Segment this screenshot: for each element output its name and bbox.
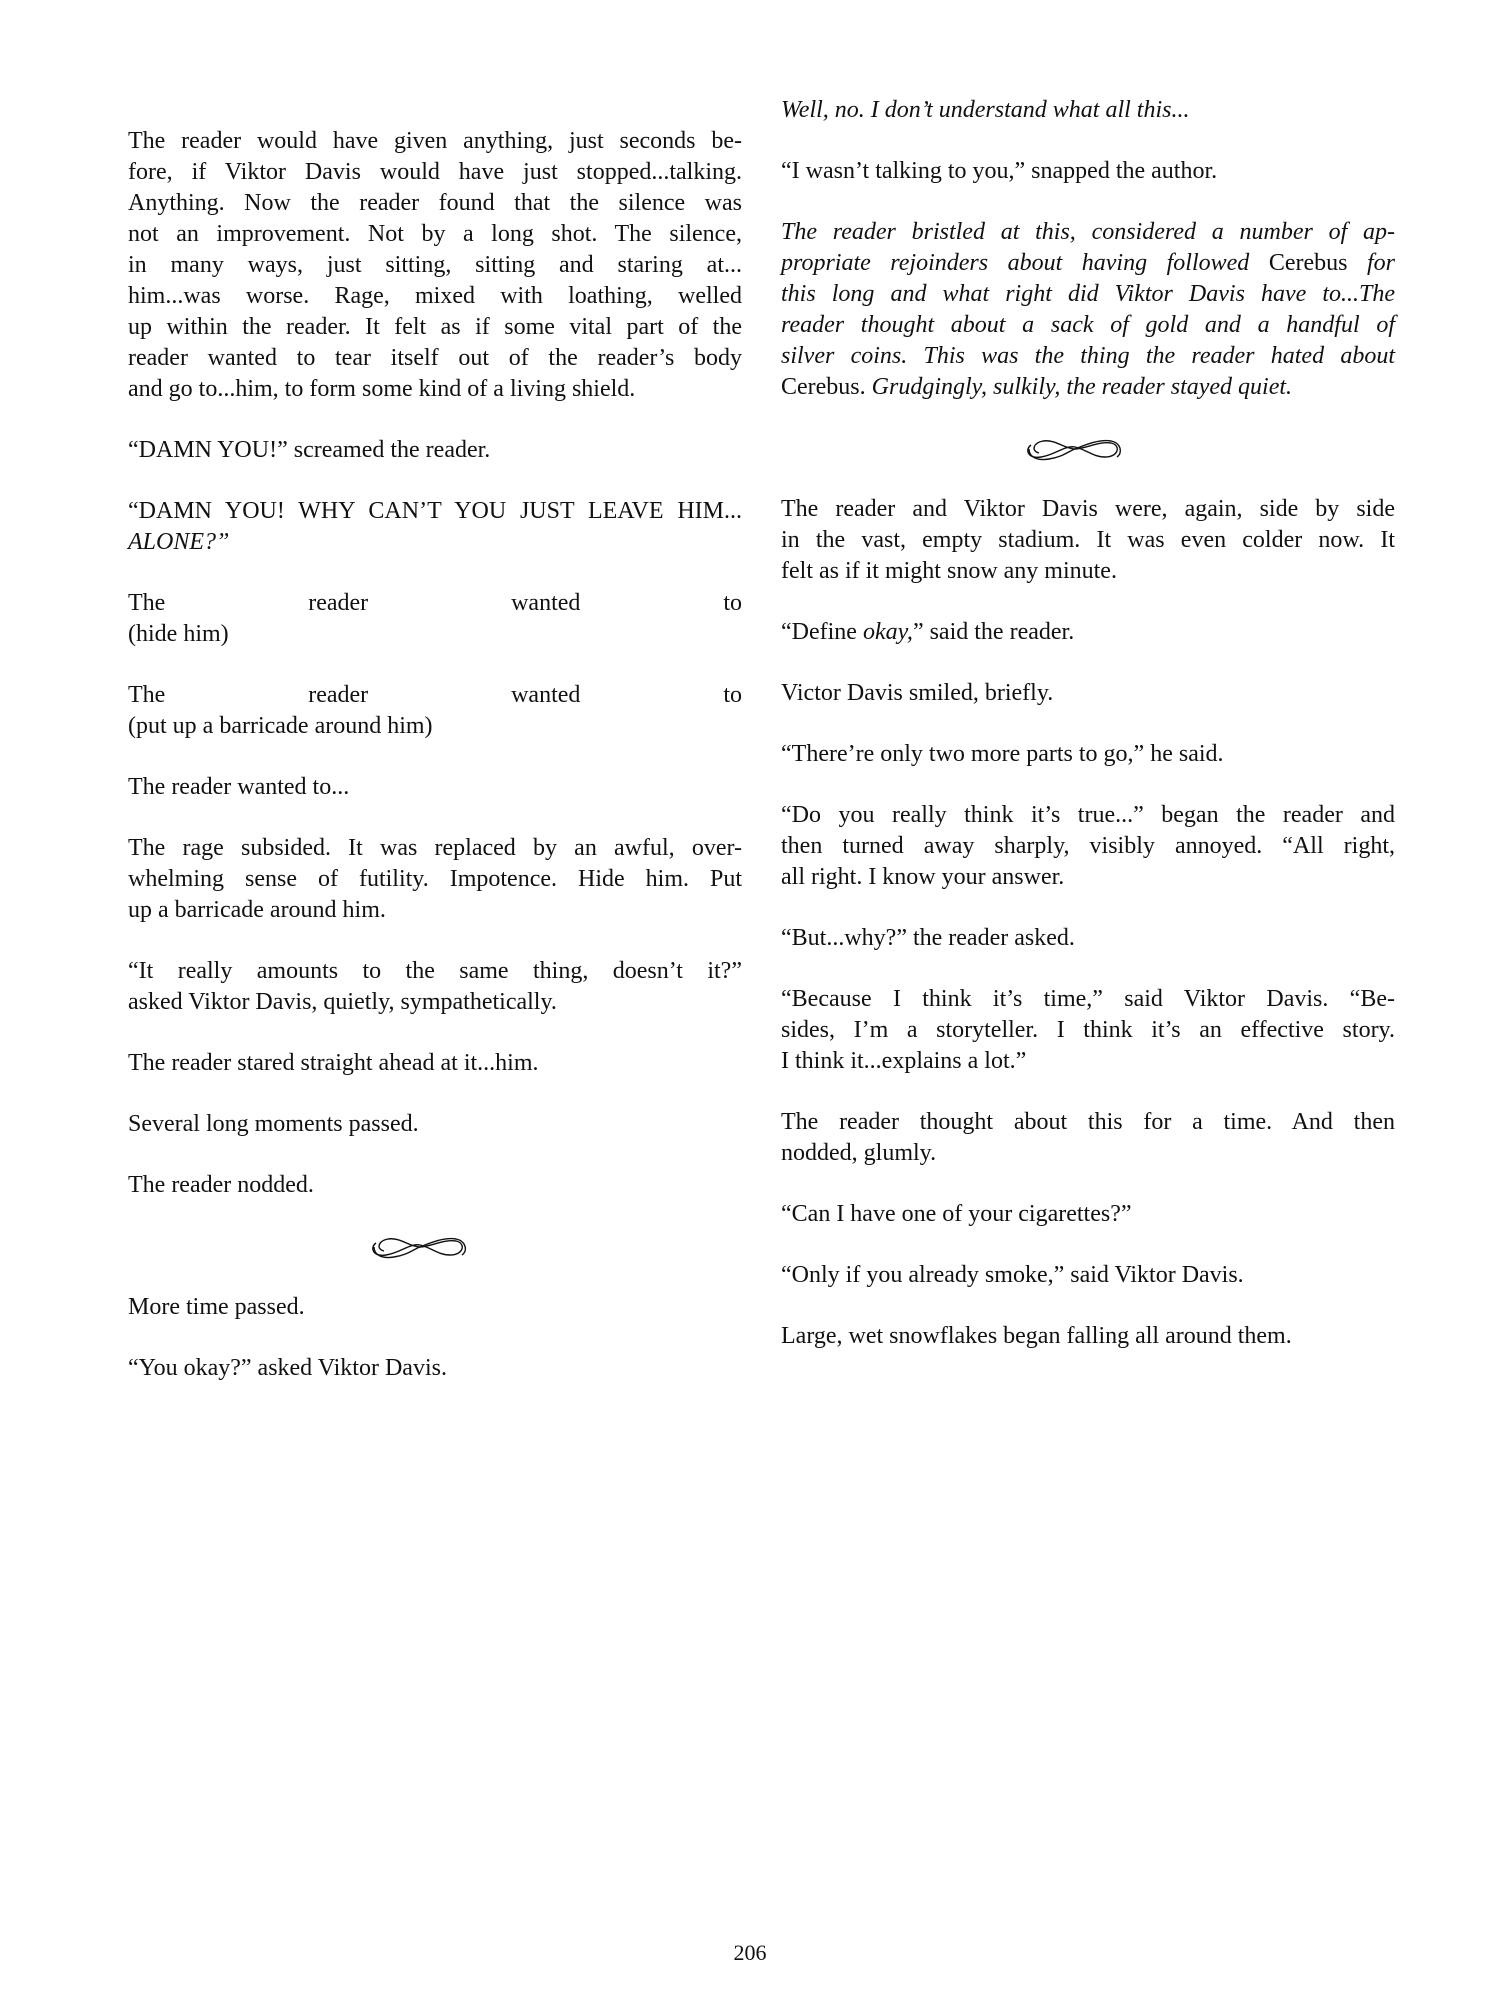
text-line: The reader and Viktor Davis were, again, side by side bbox=[781, 496, 1395, 522]
text-line: Large, wet snowflakes began falling all around them. bbox=[781, 1323, 1292, 1349]
text-line: The reader wanted to bbox=[128, 590, 742, 616]
text-line: “It really amounts to the same thing, doesn’t it?” bbox=[128, 958, 742, 984]
paragraph bbox=[128, 496, 742, 558]
text-line: “Can I have one of your cigarettes?” bbox=[781, 1201, 1132, 1227]
paragraph bbox=[781, 739, 1395, 770]
text-line: asked Viktor Davis, quietly, sympathetically. bbox=[128, 989, 557, 1015]
roman-text: Cerebus bbox=[1268, 250, 1348, 276]
italic-text: Grudgingly, sulkily, the reader stayed quiet. bbox=[871, 374, 1293, 400]
paragraph bbox=[128, 1292, 742, 1323]
text-line: up a barricade around him. bbox=[128, 897, 386, 923]
paragraph bbox=[781, 217, 1395, 403]
text-line: “DAMN YOU! WHY CAN’T YOU JUST LEAVE HIM... bbox=[128, 498, 742, 524]
italic-text: propriate rejoinders about having followed bbox=[781, 250, 1269, 276]
text-line: nodded, glumly. bbox=[781, 1140, 937, 1166]
paragraph bbox=[781, 1260, 1395, 1291]
paragraph bbox=[781, 678, 1395, 709]
paragraph bbox=[781, 1199, 1395, 1230]
paragraph bbox=[128, 126, 742, 405]
text-line: all right. I know your answer. bbox=[781, 864, 1065, 890]
roman-text: ” said the reader. bbox=[912, 619, 1075, 645]
paragraph bbox=[128, 680, 742, 742]
left-column bbox=[128, 126, 742, 1414]
text-line: sides, I’m a storyteller. I think it’s an effective story. bbox=[781, 1017, 1395, 1043]
text-line: then turned away sharply, visibly annoyed. “All right, bbox=[781, 833, 1395, 859]
roman-text: “Define bbox=[781, 619, 863, 645]
roman-text: Cerebus. bbox=[781, 374, 872, 400]
text-line: “You okay?” asked Viktor Davis. bbox=[128, 1355, 447, 1381]
paragraph bbox=[781, 95, 1395, 126]
text-line: up within the reader. It felt as if some vital part of the bbox=[128, 314, 742, 340]
text-line bbox=[781, 372, 1395, 403]
text-line: The reader wanted to bbox=[128, 682, 742, 708]
ornament-divider-icon bbox=[781, 433, 1395, 464]
paragraph bbox=[128, 1109, 742, 1140]
text-line: Victor Davis smiled, briefly. bbox=[781, 680, 1054, 706]
text-line: not an improvement. Not by a long shot. The silence, bbox=[128, 221, 742, 247]
paragraph bbox=[781, 156, 1395, 187]
text-line: in many ways, just sitting, sitting and staring at... bbox=[128, 252, 742, 278]
text-line: “Because I think it’s time,” said Viktor Davis. “Be- bbox=[781, 986, 1395, 1012]
italic-text: reader thought about a sack of gold and a handful of bbox=[781, 312, 1395, 338]
italic-text: okay, bbox=[862, 619, 913, 645]
text-line: (put up a barricade around him) bbox=[128, 713, 433, 739]
text-line: “There’re only two more parts to go,” he said. bbox=[781, 741, 1224, 767]
text-line: The reader stared straight ahead at it...him. bbox=[128, 1050, 539, 1076]
text-line bbox=[781, 95, 1395, 126]
text-line: felt as if it might snow any minute. bbox=[781, 558, 1117, 584]
text-line: I think it...explains a lot.” bbox=[781, 1048, 1027, 1074]
paragraph bbox=[128, 1353, 742, 1384]
text-line: “Do you really think it’s true...” began the reader and bbox=[781, 802, 1395, 828]
text-line: reader wanted to tear itself out of the reader’s body bbox=[128, 345, 742, 371]
paragraph bbox=[781, 1107, 1395, 1169]
text-line bbox=[781, 341, 1395, 372]
text-line: The reader thought about this for a time. And then bbox=[781, 1109, 1395, 1135]
text-line bbox=[781, 310, 1395, 341]
text-line bbox=[781, 248, 1395, 279]
text-line: Several long moments passed. bbox=[128, 1111, 419, 1137]
italic-text: this long and what right did Viktor Davis have to...The bbox=[781, 281, 1395, 307]
text-line: whelming sense of futility. Impotence. Hide him. Put bbox=[128, 866, 742, 892]
paragraph bbox=[781, 617, 1395, 648]
text-line: fore, if Viktor Davis would have just stopped...talking. bbox=[128, 159, 742, 185]
paragraph bbox=[128, 772, 742, 803]
paragraph bbox=[128, 833, 742, 926]
paragraph bbox=[128, 1170, 742, 1201]
text-line: (hide him) bbox=[128, 621, 229, 647]
page-number: 206 bbox=[733, 1940, 767, 1965]
paragraph bbox=[128, 956, 742, 1018]
text-line: The reader wanted to... bbox=[128, 774, 350, 800]
italic-text: ALONE?” bbox=[128, 529, 230, 555]
paragraph bbox=[781, 494, 1395, 587]
paragraph bbox=[781, 800, 1395, 893]
paragraph bbox=[128, 1048, 742, 1079]
right-column bbox=[781, 95, 1395, 1382]
text-line: him...was worse. Rage, mixed with loathing, welled bbox=[128, 283, 742, 309]
text-line bbox=[128, 527, 742, 558]
text-line: “DAMN YOU!” screamed the reader. bbox=[128, 437, 491, 463]
text-line: The reader would have given anything, just seconds be- bbox=[128, 128, 742, 154]
text-line: “Only if you already smoke,” said Viktor Davis. bbox=[781, 1262, 1244, 1288]
text-line bbox=[781, 617, 1395, 648]
text-line: The rage subsided. It was replaced by an awful, over- bbox=[128, 835, 742, 861]
paragraph bbox=[781, 984, 1395, 1077]
text-line: Anything. Now the reader found that the silence was bbox=[128, 190, 742, 216]
text-line: “But...why?” the reader asked. bbox=[781, 925, 1075, 951]
paragraph bbox=[781, 1321, 1395, 1352]
italic-text: for bbox=[1347, 250, 1395, 276]
text-line: “I wasn’t talking to you,” snapped the author. bbox=[781, 158, 1218, 184]
text-line: in the vast, empty stadium. It was even colder now. It bbox=[781, 527, 1395, 553]
text-line: More time passed. bbox=[128, 1294, 305, 1320]
italic-text: silver coins. This was the thing the reader hated about bbox=[781, 343, 1395, 369]
ornament-divider-icon bbox=[128, 1231, 742, 1262]
paragraph bbox=[781, 923, 1395, 954]
text-line: The reader nodded. bbox=[128, 1172, 314, 1198]
text-line: and go to...him, to form some kind of a living shield. bbox=[128, 376, 636, 402]
italic-text: Well, no. I don’t understand what all this... bbox=[781, 97, 1190, 123]
text-line bbox=[781, 217, 1395, 248]
italic-text: The reader bristled at this, considered a number of ap- bbox=[781, 219, 1395, 245]
paragraph bbox=[128, 435, 742, 466]
text-line bbox=[781, 279, 1395, 310]
paragraph bbox=[128, 588, 742, 650]
